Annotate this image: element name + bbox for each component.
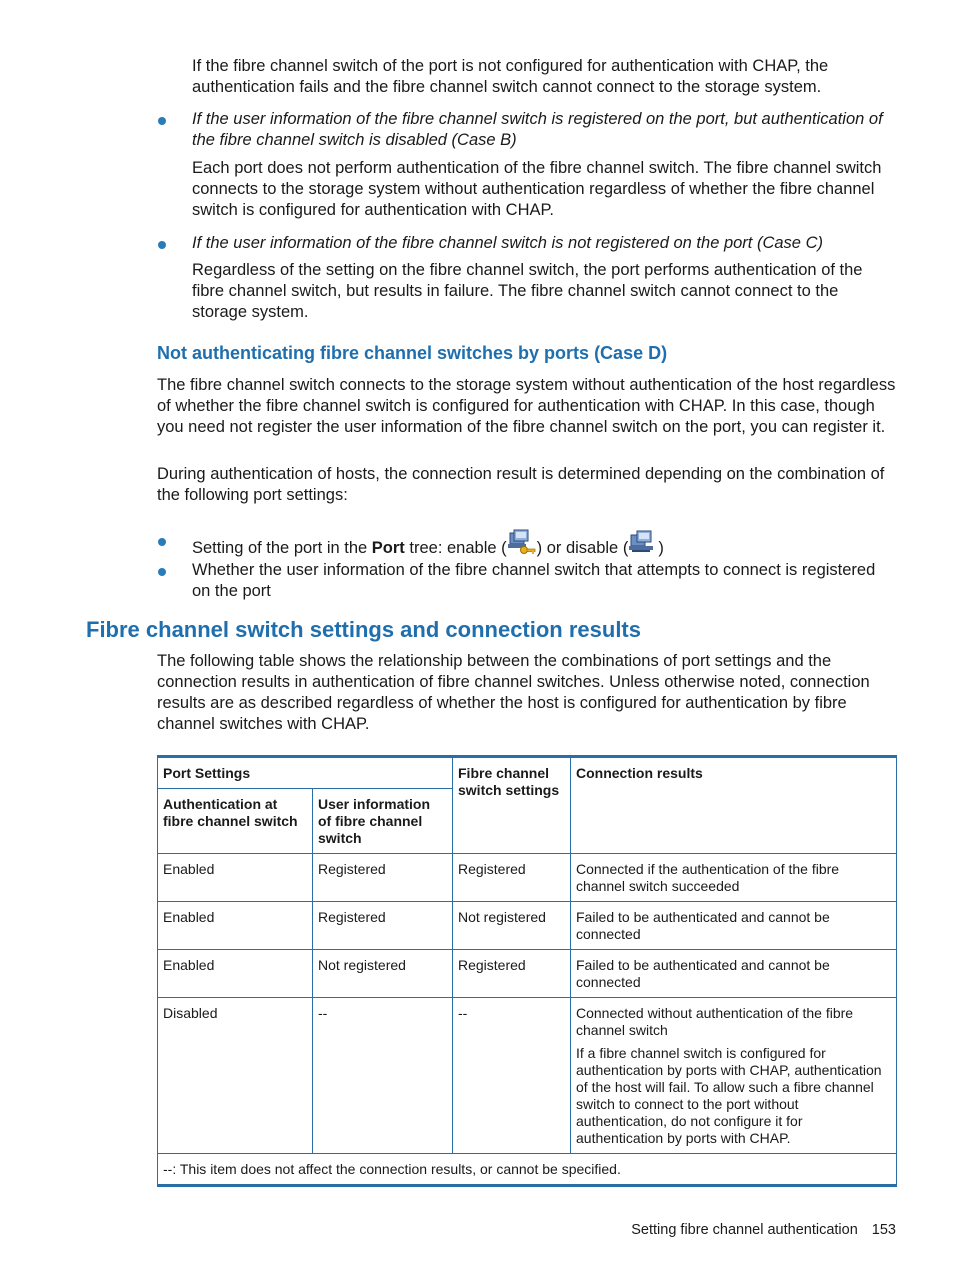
section-paragraph: The following table shows the relationship between the combinations of port settings and the connection results in authentication of fibre channel switches. Unless otherwise noted, connection results are as described regardless of whether the host is configured for authentication by fibre channel switches with CHAP. bbox=[157, 652, 870, 733]
header-switch-settings: Fibre channel switch settings bbox=[453, 757, 571, 854]
cell-user: Registered bbox=[313, 902, 453, 950]
settings-results-table bbox=[157, 755, 897, 1187]
cell-auth: Enabled bbox=[158, 854, 313, 902]
header-port-settings: Port Settings bbox=[158, 757, 453, 789]
header-authentication: Authentication at fibre channel switch bbox=[158, 789, 313, 854]
case-d-paragraph-1: The fibre channel switch connects to the storage system without authentication of the host regardless of whether the fibre channel switch is configured for authentication with CHAP. In this case, though you need not register the user information of the fibre channel switch on the port, you can register it. bbox=[157, 376, 896, 436]
bullet-text: tree: enable ( bbox=[404, 539, 507, 557]
cell-result-text: Connected without authentication of the fibre channel switch bbox=[576, 1005, 854, 1038]
bullet-dot bbox=[158, 538, 166, 546]
bullet-dot bbox=[158, 241, 166, 249]
table-row bbox=[158, 998, 897, 1154]
table-row bbox=[158, 854, 897, 902]
case-b-body: Each port does not perform authentication of the fibre channel switch. The fibre channel switch connects to the storage system without authentication regardless of whether the fibre channel switch is configured for authentication with CHAP. bbox=[192, 159, 882, 219]
cell-auth: Enabled bbox=[158, 950, 313, 998]
page-footer bbox=[631, 1222, 896, 1238]
bullet-text: Setting of the port in the bbox=[192, 539, 372, 557]
cell-switch: Registered bbox=[453, 854, 571, 902]
case-b-title: If the user information of the fibre channel switch is registered on the port, but authentication of the fibre channel switch is disabled (Case B) bbox=[192, 110, 883, 149]
header-user-information: User information of fibre channel switch bbox=[313, 789, 453, 854]
port-disabled-icon bbox=[628, 529, 658, 563]
bullet-text: ) or disable ( bbox=[536, 539, 629, 557]
table-footnote: --: This item does not affect the connection results, or cannot be specified. bbox=[158, 1154, 897, 1186]
table-row bbox=[158, 902, 897, 950]
section-heading: Fibre channel switch settings and connection results bbox=[86, 617, 641, 642]
port-tree-bullet bbox=[192, 529, 897, 563]
footer-title: Setting fibre channel authentication bbox=[631, 1222, 858, 1238]
user-info-bullet: Whether the user information of the fibre channel switch that attempts to connect is registered on the port bbox=[192, 561, 876, 600]
cell-result: Connected if the authentication of the fibre channel switch succeeded bbox=[571, 854, 897, 902]
case-d-paragraph-2: During authentication of hosts, the connection result is determined depending on the combination of the following port settings: bbox=[157, 465, 885, 504]
intro-paragraph: If the fibre channel switch of the port is not configured for authentication with CHAP, the authentication fails and the fibre channel switch cannot connect to the storage system. bbox=[192, 57, 829, 96]
port-tree-label: Port bbox=[371, 539, 405, 557]
cell-user: Registered bbox=[313, 854, 453, 902]
cell-result: Failed to be authenticated and cannot be connected bbox=[571, 950, 897, 998]
cell-switch: Not registered bbox=[453, 902, 571, 950]
cell-result: Failed to be authenticated and cannot be connected bbox=[571, 902, 897, 950]
port-enabled-key-icon bbox=[507, 529, 537, 563]
cell-auth: Enabled bbox=[158, 902, 313, 950]
cell-switch: -- bbox=[453, 998, 571, 1154]
bullet-dot bbox=[158, 568, 166, 576]
cell-result-note: If a fibre channel switch is configured for authentication by ports with CHAP, authentication of the host will fail. To allow such a fibre channel switch to connect to the port without authentication, do not configure it for authentication by ports with CHAP. bbox=[576, 1045, 882, 1146]
case-c-title: If the user information of the fibre channel switch is not registered on the port (Case C) bbox=[192, 234, 823, 252]
cell-switch: Registered bbox=[453, 950, 571, 998]
page-number: 153 bbox=[871, 1222, 896, 1238]
header-connection-results: Connection results bbox=[571, 757, 897, 854]
case-c-body: Regardless of the setting on the fibre channel switch, the port performs authentication of the fibre channel switch, but results in failure. The fibre channel switch cannot connect to the storage system. bbox=[192, 261, 863, 321]
bullet-text: ) bbox=[658, 539, 664, 557]
cell-result bbox=[571, 998, 897, 1154]
cell-auth: Disabled bbox=[158, 998, 313, 1154]
case-d-heading: Not authenticating fibre channel switches by ports (Case D) bbox=[157, 343, 668, 363]
cell-user: Not registered bbox=[313, 950, 453, 998]
table-header-row bbox=[158, 757, 897, 789]
bullet-dot bbox=[158, 117, 166, 125]
table-footnote-row bbox=[158, 1154, 897, 1186]
cell-user: -- bbox=[313, 998, 453, 1154]
table-row bbox=[158, 950, 897, 998]
